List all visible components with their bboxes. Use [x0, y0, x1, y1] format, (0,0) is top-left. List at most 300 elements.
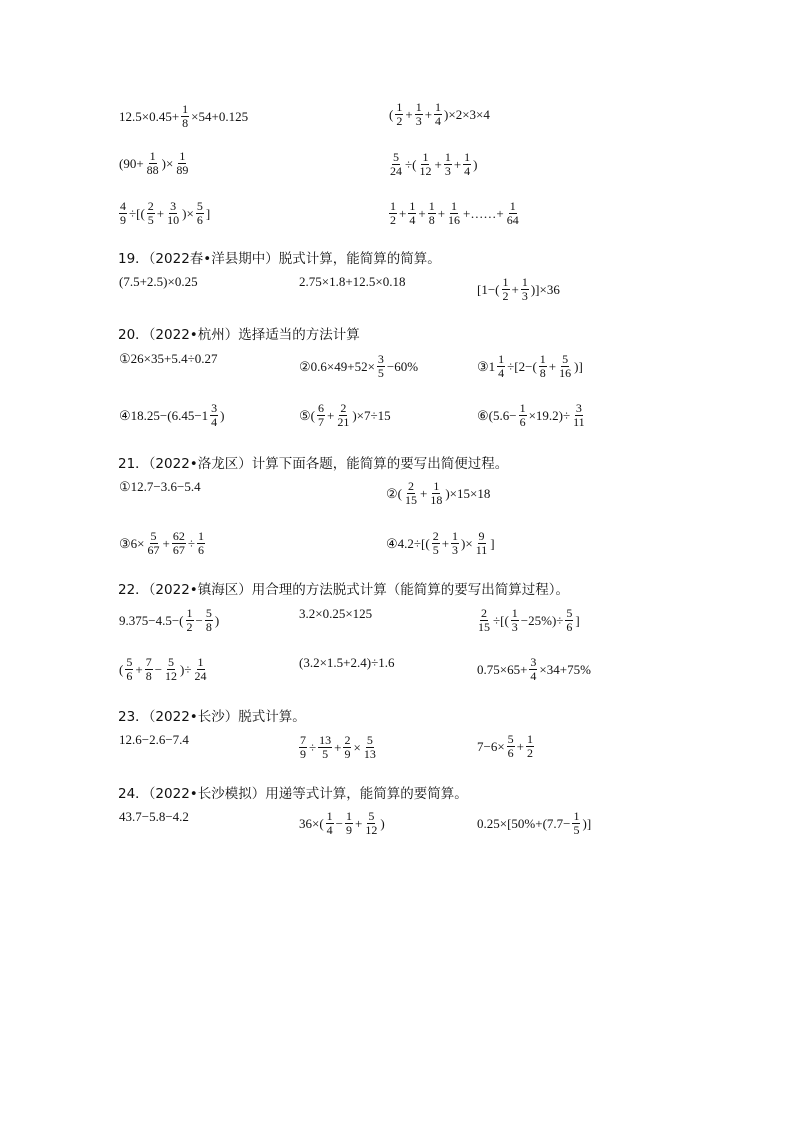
- fraction-numerator: 2: [481, 606, 487, 620]
- fraction: [429, 480, 443, 506]
- fraction: [404, 480, 418, 506]
- fraction-denominator: 18: [430, 492, 443, 507]
- expression-text: +……+: [463, 205, 504, 221]
- expression-text: ×19.2)÷: [528, 407, 571, 423]
- fraction: [529, 656, 537, 682]
- expression-text: ÷[(: [129, 205, 145, 221]
- fraction-denominator: 5: [432, 542, 439, 557]
- fraction: [147, 200, 155, 226]
- fraction: [511, 607, 519, 633]
- expression-text: 0.75×65+: [477, 661, 528, 677]
- math-expression: [118, 150, 190, 176]
- fraction: [125, 656, 133, 682]
- expression-text: )÷: [180, 661, 192, 677]
- expression-text: ÷[2−(: [507, 358, 537, 374]
- fraction-numerator: 1: [149, 149, 156, 163]
- fraction: [194, 656, 208, 682]
- expression: [385, 480, 491, 506]
- fraction-numerator: 62: [172, 529, 185, 543]
- fraction-numerator: 1: [409, 199, 416, 213]
- expression-text: ④18.25−(6.45−1: [119, 407, 209, 423]
- fraction: [318, 734, 332, 760]
- expression-text: +: [405, 106, 413, 122]
- fraction-numerator: 1: [451, 199, 458, 213]
- fraction-numerator: 6: [317, 401, 324, 415]
- fraction-denominator: 4: [530, 668, 537, 683]
- fraction-denominator: 5: [377, 365, 384, 380]
- expression: [388, 101, 491, 127]
- expression: [118, 352, 218, 365]
- expression-text: 0.25×[50%+(7.7−: [477, 815, 571, 831]
- fraction-numerator: 1: [346, 809, 353, 823]
- fraction: [519, 402, 527, 428]
- expression-text: )]×36: [530, 281, 560, 297]
- fraction-numerator: 2: [344, 733, 351, 747]
- fraction-denominator: 24: [390, 163, 402, 178]
- fraction-numerator: 1: [444, 150, 451, 164]
- fraction-denominator: 64: [506, 212, 519, 227]
- fraction-denominator: 7: [317, 414, 324, 429]
- expression-text: 3.2×0.25×125: [299, 606, 373, 621]
- fraction-numerator: 2: [432, 529, 439, 543]
- fraction-numerator: 5: [168, 655, 175, 669]
- math-expression: [298, 810, 386, 836]
- expression-text: +: [334, 739, 342, 755]
- expression-text: +: [511, 281, 519, 297]
- expression-text: (: [389, 106, 394, 122]
- expression-text: ]: [205, 205, 211, 221]
- fraction: [326, 810, 334, 836]
- fraction-numerator: 1: [197, 655, 204, 669]
- expression-text: ×54+0.125: [191, 108, 249, 124]
- math-expression: [118, 607, 220, 633]
- expression-text: ): [214, 612, 220, 628]
- fraction: [343, 734, 351, 760]
- fraction: [166, 200, 180, 226]
- expression-text: )×: [161, 155, 174, 171]
- expression-text: )×: [461, 535, 473, 551]
- expression: [118, 607, 220, 633]
- fraction: [210, 402, 218, 428]
- expression-text: +: [355, 815, 363, 831]
- fraction: [146, 150, 160, 176]
- expression: [298, 353, 419, 379]
- fraction-numerator: 3: [530, 655, 537, 669]
- fraction-denominator: 11: [573, 414, 585, 429]
- expression-text: ①26×35+5.4÷0.27: [119, 351, 218, 366]
- fraction-numerator: 2: [407, 479, 414, 493]
- expression-text: ④4.2÷[(: [386, 535, 430, 551]
- math-expression: [118, 733, 190, 746]
- fraction-numerator: 5: [196, 199, 203, 213]
- fraction-numerator: 2: [340, 401, 347, 415]
- expression: [476, 276, 561, 302]
- expression-text: (3.2×1.5+2.4)÷1.6: [299, 655, 395, 670]
- fraction-numerator: 1: [464, 150, 471, 164]
- expression-text: +: [135, 661, 143, 677]
- fraction-denominator: 12: [165, 668, 178, 683]
- fraction-numerator: 3: [170, 199, 177, 213]
- fraction-numerator: 3: [211, 401, 218, 415]
- math-expression: [118, 275, 199, 288]
- question-22-heading: 22．（2022•镇海区）用合理的方法脱式计算（能简算的要写出简算过程）。: [118, 582, 569, 598]
- expression: [388, 150, 479, 177]
- fraction-numerator: 1: [573, 809, 580, 823]
- fraction: [521, 276, 529, 302]
- expression: [476, 810, 592, 836]
- math-expression: [298, 275, 407, 288]
- fraction-denominator: 2: [527, 745, 534, 760]
- fraction-numerator: 2: [147, 199, 154, 213]
- fraction-denominator: 2: [396, 113, 403, 128]
- fraction-denominator: 4: [464, 163, 471, 178]
- math-expression: [298, 656, 395, 669]
- expression: [118, 103, 249, 129]
- expression: [476, 656, 592, 682]
- expression: [298, 733, 378, 760]
- expression: [298, 275, 407, 288]
- expression-text: +: [326, 407, 335, 423]
- fraction-denominator: 16: [448, 212, 461, 227]
- fraction-denominator: 3: [511, 619, 518, 634]
- fraction: [164, 656, 178, 682]
- fraction-numerator: 5: [566, 606, 573, 620]
- fraction-numerator: 1: [509, 199, 516, 213]
- expression-text: ⑥(5.6−: [477, 407, 517, 423]
- expression-text: +: [419, 485, 428, 501]
- fraction: [395, 101, 403, 127]
- fraction: [428, 200, 436, 226]
- expression: [388, 199, 521, 226]
- fraction-numerator: 1: [435, 100, 442, 114]
- expression: [118, 656, 209, 682]
- fraction-denominator: 2: [186, 619, 193, 634]
- math-expression: [118, 530, 206, 556]
- fraction: [451, 530, 459, 556]
- expression-text: +: [548, 358, 557, 374]
- fraction-numerator: 5: [562, 352, 569, 366]
- fraction-denominator: 4: [498, 365, 505, 380]
- fraction-numerator: 5: [507, 732, 514, 746]
- expression: [118, 402, 226, 428]
- math-expression: [118, 810, 190, 823]
- fraction-denominator: 16: [559, 365, 572, 380]
- expression: [118, 150, 190, 176]
- expression-text: +: [424, 106, 433, 122]
- fraction: [181, 103, 189, 129]
- fraction-denominator: 88: [146, 162, 159, 177]
- expression: [476, 402, 587, 428]
- fraction: [572, 402, 586, 428]
- fraction-numerator: 5: [393, 150, 399, 164]
- expression-text: +: [162, 535, 170, 551]
- fraction-numerator: 1: [519, 401, 526, 415]
- fraction-denominator: 5: [322, 746, 329, 761]
- fraction: [558, 353, 572, 379]
- expression-text: )×15×18: [445, 485, 491, 501]
- expression-text: ): [473, 156, 478, 172]
- expression: [118, 733, 190, 746]
- math-expression: [298, 402, 392, 428]
- fraction-denominator: 6: [519, 414, 526, 429]
- fraction: [477, 607, 491, 633]
- question-21-heading: 21．（2022•洛龙区）计算下面各题，能简算的要写出简便过程。: [118, 456, 509, 472]
- fraction: [539, 353, 547, 379]
- fraction-numerator: 1: [498, 352, 505, 366]
- fraction-denominator: 8: [145, 668, 152, 683]
- fraction: [175, 150, 189, 176]
- fraction-numerator: 1: [396, 100, 403, 114]
- fraction-denominator: 89: [176, 162, 189, 177]
- math-expression: [118, 200, 211, 226]
- expression: [118, 480, 202, 493]
- fraction: [389, 151, 403, 177]
- expression-text: )]: [582, 815, 592, 831]
- expression: [476, 353, 584, 379]
- fraction-numerator: 1: [186, 606, 193, 620]
- fraction: [336, 402, 350, 428]
- expression-text: ÷: [187, 535, 195, 551]
- expression-text: ×: [353, 739, 361, 755]
- fraction: [434, 101, 442, 127]
- fraction: [364, 810, 378, 836]
- fraction-denominator: 4: [211, 414, 218, 429]
- fraction: [444, 151, 452, 177]
- fraction-numerator: 1: [452, 529, 459, 543]
- math-expression: [476, 810, 592, 836]
- fraction-denominator: 67: [172, 542, 185, 557]
- expression-text: +: [156, 205, 165, 221]
- fraction-denominator: 5: [147, 212, 154, 227]
- math-expression: [118, 402, 226, 428]
- fraction-denominator: 9: [346, 822, 353, 837]
- expression-text: (90+: [119, 155, 144, 171]
- fraction-numerator: 1: [433, 479, 440, 493]
- fraction: [418, 151, 432, 177]
- math-expression: [118, 103, 249, 129]
- fraction-denominator: 4: [435, 113, 442, 128]
- fraction: [507, 733, 515, 759]
- fraction-numerator: 1: [182, 102, 189, 116]
- fraction: [447, 200, 461, 226]
- expression-text: ]: [490, 535, 495, 551]
- expression-text: [1−(: [477, 281, 500, 297]
- math-expression: [476, 733, 535, 759]
- fraction-denominator: 3: [521, 288, 528, 303]
- fraction: [389, 200, 397, 226]
- fraction: [572, 810, 580, 836]
- fraction-numerator: 1: [521, 275, 528, 289]
- fraction: [345, 810, 353, 836]
- fraction-numerator: 1: [539, 352, 546, 366]
- expression-text: +: [441, 535, 450, 551]
- fraction-numerator: 13: [319, 733, 332, 747]
- fraction: [565, 607, 573, 633]
- fraction: [526, 733, 534, 759]
- fraction-denominator: 6: [196, 212, 203, 227]
- fraction-denominator: 10: [167, 212, 180, 227]
- fraction-denominator: 13: [363, 746, 376, 761]
- fraction-numerator: 5: [205, 606, 212, 620]
- fraction-numerator: 5: [150, 529, 157, 543]
- question-19-heading: 19．（2022春•洋县期中）脱式计算，能简算的简算。: [118, 251, 441, 267]
- math-expression: [118, 352, 218, 365]
- question-24-heading: 24．（2022•长沙模拟）用递等式计算，能简算的要简算。: [118, 786, 468, 802]
- fraction-denominator: 8: [205, 619, 212, 634]
- question-20-heading: 20．（2022•杭州）选择适当的方法计算: [118, 327, 360, 343]
- fraction-denominator: 15: [404, 492, 417, 507]
- fraction-denominator: 8: [182, 115, 189, 130]
- math-expression: [388, 101, 491, 127]
- expression: [298, 402, 392, 428]
- expression-text: −: [154, 661, 163, 677]
- fraction: [119, 200, 127, 226]
- expression-text: ⑤(: [299, 407, 315, 423]
- math-expression: [385, 480, 491, 506]
- expression-text: +: [399, 205, 407, 221]
- math-expression: [118, 656, 209, 682]
- expression-text: +: [418, 205, 426, 221]
- expression-text: 12.6−2.6−7.4: [119, 732, 189, 747]
- fraction-denominator: 6: [507, 745, 514, 760]
- fraction-numerator: 1: [179, 149, 186, 163]
- expression-text: ]: [575, 612, 580, 628]
- expression-text: )×7÷15: [352, 407, 391, 423]
- fraction-denominator: 6: [566, 619, 573, 634]
- fraction: [506, 200, 520, 226]
- fraction: [497, 353, 505, 379]
- expression-text: 36×(: [299, 815, 324, 831]
- expression-text: ÷[(: [493, 612, 509, 628]
- expression-text: )×2×3×4: [444, 106, 490, 122]
- expression-text: (7.5+2.5)×0.25: [119, 274, 198, 289]
- expression-text: ②0.6×49+52×: [299, 358, 375, 374]
- fraction-denominator: 9: [120, 212, 126, 227]
- expression: [118, 199, 211, 226]
- fraction-numerator: 1: [527, 732, 534, 746]
- fraction-numerator: 5: [368, 809, 375, 823]
- math-expression: [388, 200, 521, 226]
- expression-text: )]: [574, 358, 583, 374]
- fraction-numerator: 9: [478, 529, 485, 543]
- fraction-denominator: 4: [409, 212, 416, 227]
- expression-text: ÷: [309, 739, 317, 755]
- expression-text: 2.75×1.8+12.5×0.18: [299, 274, 406, 289]
- fraction-denominator: 3: [444, 163, 451, 178]
- fraction-denominator: 9: [300, 746, 306, 761]
- fraction-denominator: 67: [147, 542, 160, 557]
- fraction-denominator: 12: [419, 163, 432, 178]
- expression: [298, 810, 386, 836]
- fraction-numerator: 5: [126, 655, 133, 669]
- fraction-denominator: 9: [344, 746, 351, 761]
- expression-text: −: [195, 612, 203, 628]
- expression-text: ②(: [386, 485, 402, 501]
- expression-text: ): [380, 815, 385, 831]
- math-expression: [298, 607, 373, 620]
- math-expression: [388, 151, 479, 177]
- expression-text: 43.7−5.8−4.2: [119, 809, 189, 824]
- expression-text: ①12.7−3.6−5.4: [119, 479, 201, 494]
- math-expression: [385, 530, 496, 556]
- fraction-denominator: 2: [502, 288, 509, 303]
- fraction: [197, 530, 205, 556]
- expression-text: +: [434, 156, 442, 172]
- fraction-denominator: 3: [415, 113, 422, 128]
- expression-text: +: [453, 156, 462, 172]
- math-expression: [298, 734, 378, 760]
- fraction-denominator: 2: [390, 212, 396, 227]
- fraction-numerator: 1: [197, 529, 204, 543]
- fraction-numerator: 1: [415, 100, 422, 114]
- fraction: [502, 276, 510, 302]
- expression-text: 12.5×0.45+: [119, 108, 180, 124]
- fraction-numerator: 1: [511, 606, 518, 620]
- math-expression: [118, 480, 202, 493]
- math-expression: [476, 353, 584, 379]
- expression-text: ×34+75%: [539, 661, 591, 677]
- fraction-numerator: 1: [428, 199, 435, 213]
- fraction-numerator: 3: [575, 401, 582, 415]
- fraction-numerator: 1: [502, 275, 509, 289]
- expression: [385, 530, 496, 556]
- math-expression: [476, 402, 587, 428]
- fraction-denominator: 12: [365, 822, 378, 837]
- fraction-numerator: 7: [145, 655, 152, 669]
- expression-text: −25%)÷: [520, 612, 564, 628]
- fraction: [196, 200, 204, 226]
- fraction-denominator: 8: [428, 212, 435, 227]
- fraction: [432, 530, 440, 556]
- math-expression: [298, 353, 419, 379]
- expression: [476, 733, 535, 759]
- fraction-denominator: 6: [126, 668, 133, 683]
- expression-text: (: [119, 661, 124, 677]
- fraction-denominator: 21: [337, 414, 350, 429]
- fraction-numerator: 1: [422, 150, 429, 164]
- expression: [298, 656, 395, 669]
- expression: [118, 530, 206, 556]
- fraction-denominator: 15: [478, 619, 490, 634]
- question-23-heading: 23．（2022•长沙）脱式计算。: [118, 709, 306, 725]
- fraction: [408, 200, 416, 226]
- math-expression: [476, 656, 592, 682]
- fraction: [363, 734, 377, 760]
- expression: [476, 606, 581, 633]
- expression: [118, 275, 199, 288]
- expression: [118, 810, 190, 823]
- math-expression: [476, 276, 561, 302]
- fraction: [172, 530, 186, 556]
- fraction-numerator: 1: [326, 809, 333, 823]
- expression: [298, 607, 373, 620]
- fraction-numerator: 7: [300, 733, 306, 747]
- fraction: [186, 607, 194, 633]
- expression-text: −60%: [386, 358, 419, 374]
- fraction: [463, 151, 471, 177]
- fraction: [317, 402, 325, 428]
- fraction: [475, 530, 489, 556]
- expression-text: )×: [182, 205, 194, 221]
- fraction-denominator: 8: [539, 365, 546, 380]
- fraction-denominator: 11: [475, 542, 488, 557]
- fraction: [299, 734, 307, 760]
- expression-text: 7−6×: [477, 738, 505, 754]
- fraction-denominator: 24: [194, 668, 207, 683]
- fraction-numerator: 1: [390, 199, 396, 213]
- fraction: [415, 101, 423, 127]
- fraction-denominator: 6: [197, 542, 204, 557]
